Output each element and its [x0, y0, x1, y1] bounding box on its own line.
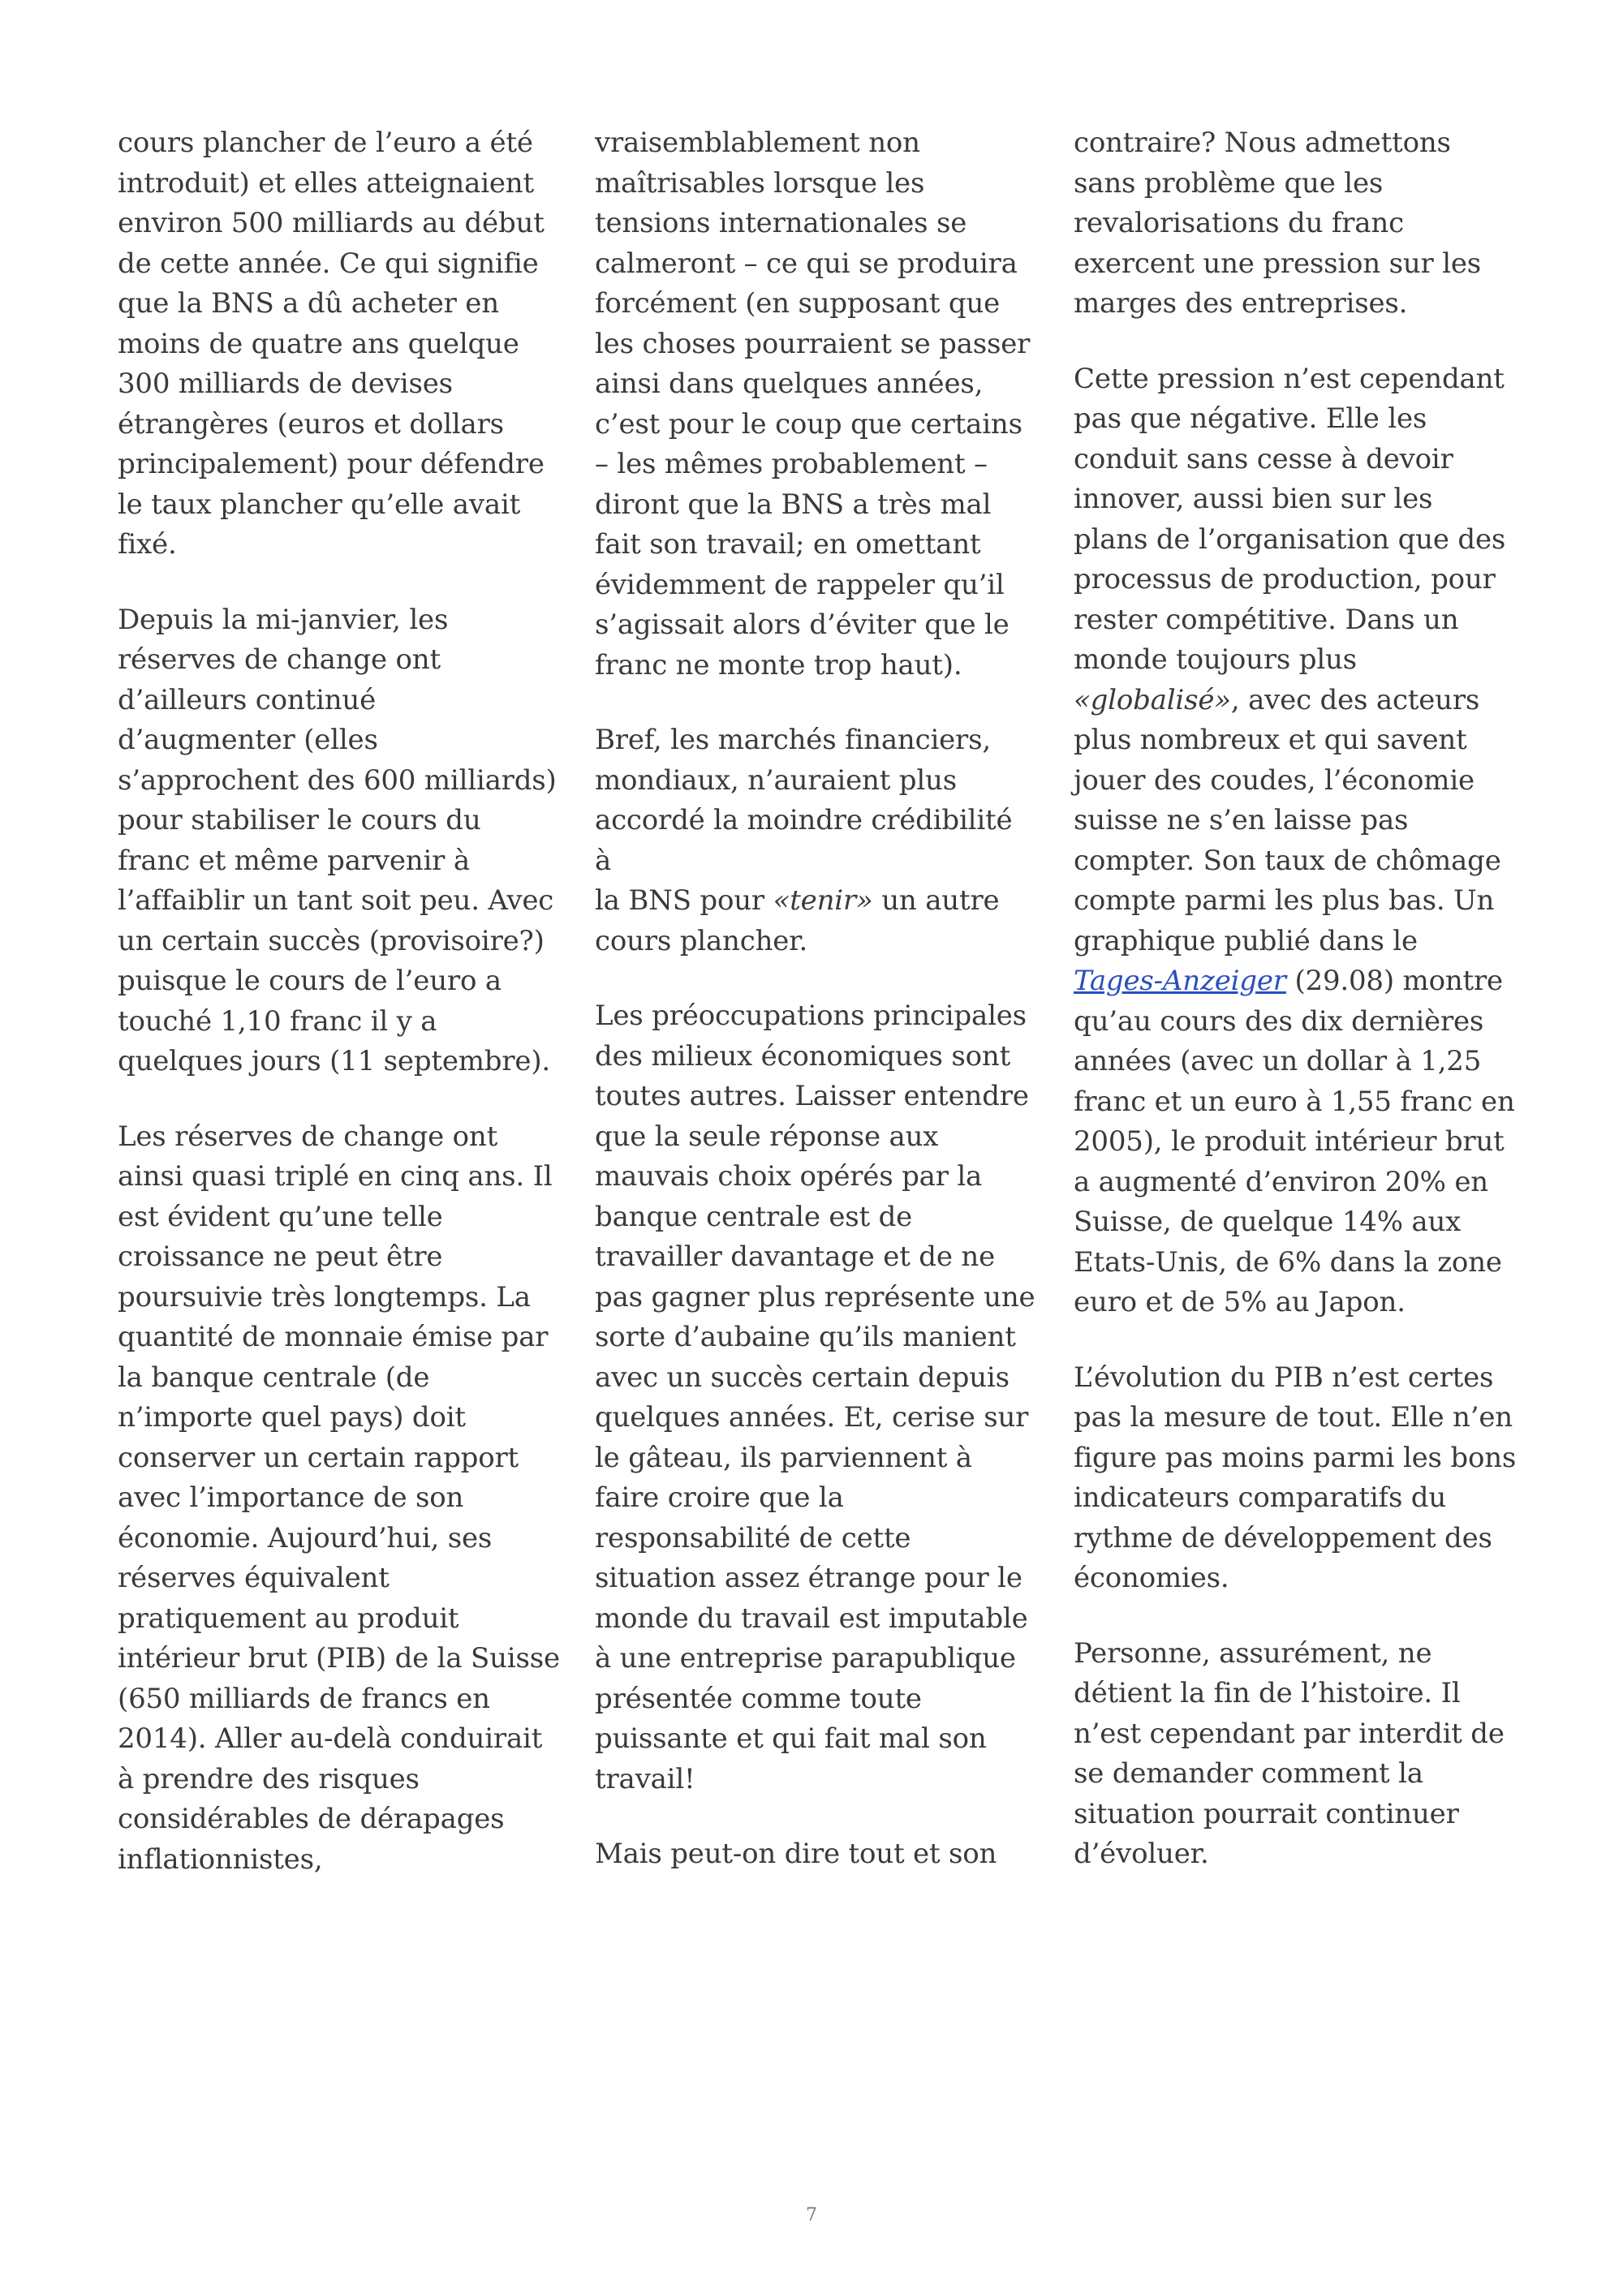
- paragraph: Depuis la mi-janvier, les réserves de change ont d’ailleurs continué d’augmenter (elles s’approchent des 600 milliards) pour stabiliser le cours du franc et même parvenir à l’affaiblir un tant soit peu. Avec un certain succès (provisoire?) puisque le cours de l’euro a touché 1,10 franc il y a quelques jours (11 septembre).: [118, 603, 557, 1077]
- text-column-3: [1074, 123, 1524, 1875]
- text-column-2: [595, 123, 1037, 1875]
- paragraph: vraisemblablement non maîtrisables lorsque les tensions internationales se calmeront – ce qui se produira forcément (en supposant que les choses pourraient se passer ainsi dans quelques années, c’est pour le coup que certains – les mêmes probablement – diront que la BNS a très mal fait son travail; en omettant évidemment de rappeler qu’il s’agissait alors d’éviter que le franc ne monte trop haut).: [595, 127, 1031, 681]
- emphasis-text: «globalisé»: [1074, 683, 1231, 716]
- paragraph-text: , avec des acteurs plus nombreux et qui savent jouer des coudes, l’économie suisse ne s’en laisse pas compter. Son taux de chômage compte parmi les plus bas. Un graphique publié dans le: [1074, 683, 1501, 957]
- paragraph: L’évolution du PIB n’est certes pas la mesure de tout. Elle n’en figure pas moins parmi les bons indicateurs comparatifs du rythme de développement des économies.: [1074, 1361, 1517, 1594]
- paragraph: Personne, assurément, ne détient la fin de l’histoire. Il n’est cependant par interdit de se demander comment la situation pourrait continuer d’évoluer.: [1074, 1636, 1505, 1870]
- page-number: 7: [806, 2205, 817, 2225]
- paragraph: Les réserves de change ont ainsi quasi triplé en cinq ans. Il est évident qu’une telle croissance ne peut être poursuivie très longtemps. La quantité de monnaie émise par la banque centrale (de n’importe quel pays) doit conserver un certain rapport avec l’importance de son économie. Aujourd’hui, ses réserves équivalent pratiquement au produit intérieur brut (PIB) de la Suisse (650 milliards de francs en 2014). Aller au-delà conduirait à prendre des risques considérables de dérapages inflationnistes,: [118, 1120, 560, 1876]
- paragraph: [595, 720, 1037, 961]
- paragraph: contraire? Nous admettons sans problème que les revalorisations du franc exercent une pression sur les marges des entreprises.: [1074, 127, 1482, 320]
- tages-anzeiger-link[interactable]: Tages-Anzeiger: [1074, 965, 1286, 997]
- paragraph: [1074, 359, 1524, 1323]
- paragraph: Mais peut-on dire tout et son: [595, 1838, 997, 1870]
- paragraph-text: Cette pression n’est cependant pas que négative. Elle les conduit sans cesse à devoir innover, aussi bien sur les plans de l’organisation que des processus de production, pour rester compétitive. Dans un monde toujours plus: [1074, 362, 1506, 676]
- paragraph-text: (29.08) montre qu’au cours des dix dernières années (avec un dollar à 1,25 franc et un euro à 1,55 franc en 2005), le produit intérieur brut a augmenté d’environ 20% en Suisse, de quelque 14% aux Etats-Unis, de 6% dans la zone euro et de 5% au Japon.: [1074, 965, 1515, 1318]
- text-column-1: [118, 123, 572, 1880]
- paragraph-text: Bref, les marchés financiers, mondiaux, n’auraient plus accordé la moindre crédibilité à la BNS pour: [595, 724, 1013, 917]
- paragraph-text: un autre cours plancher.: [595, 884, 1000, 957]
- paragraph: cours plancher de l’euro a été introduit) et elles atteignaient environ 500 milliards au début de cette année. Ce qui signifie que la BNS a dû acheter en moins de quatre ans quelque 300 milliards de devises étrangères (euros et dollars principalement) pour défendre le taux plancher qu’elle avait fixé.: [118, 127, 545, 561]
- paragraph: Les préoccupations principales des milieux économiques sont toutes autres. Laisser entendre que la seule réponse aux mauvais choix opérés par la banque centrale est de travailler davantage et de ne pas gagner plus représente une sorte d’aubaine qu’ils manient avec un succès certain depuis quelques années. Et, cerise sur le gâteau, ils parviennent à faire croire que la responsabilité de cette situation assez étrange pour le monde du travail est imputable à une entreprise parapublique présentée comme toute puissante et qui fait mal son travail!: [595, 1000, 1035, 1795]
- emphasis-text: «tenir»: [773, 884, 873, 917]
